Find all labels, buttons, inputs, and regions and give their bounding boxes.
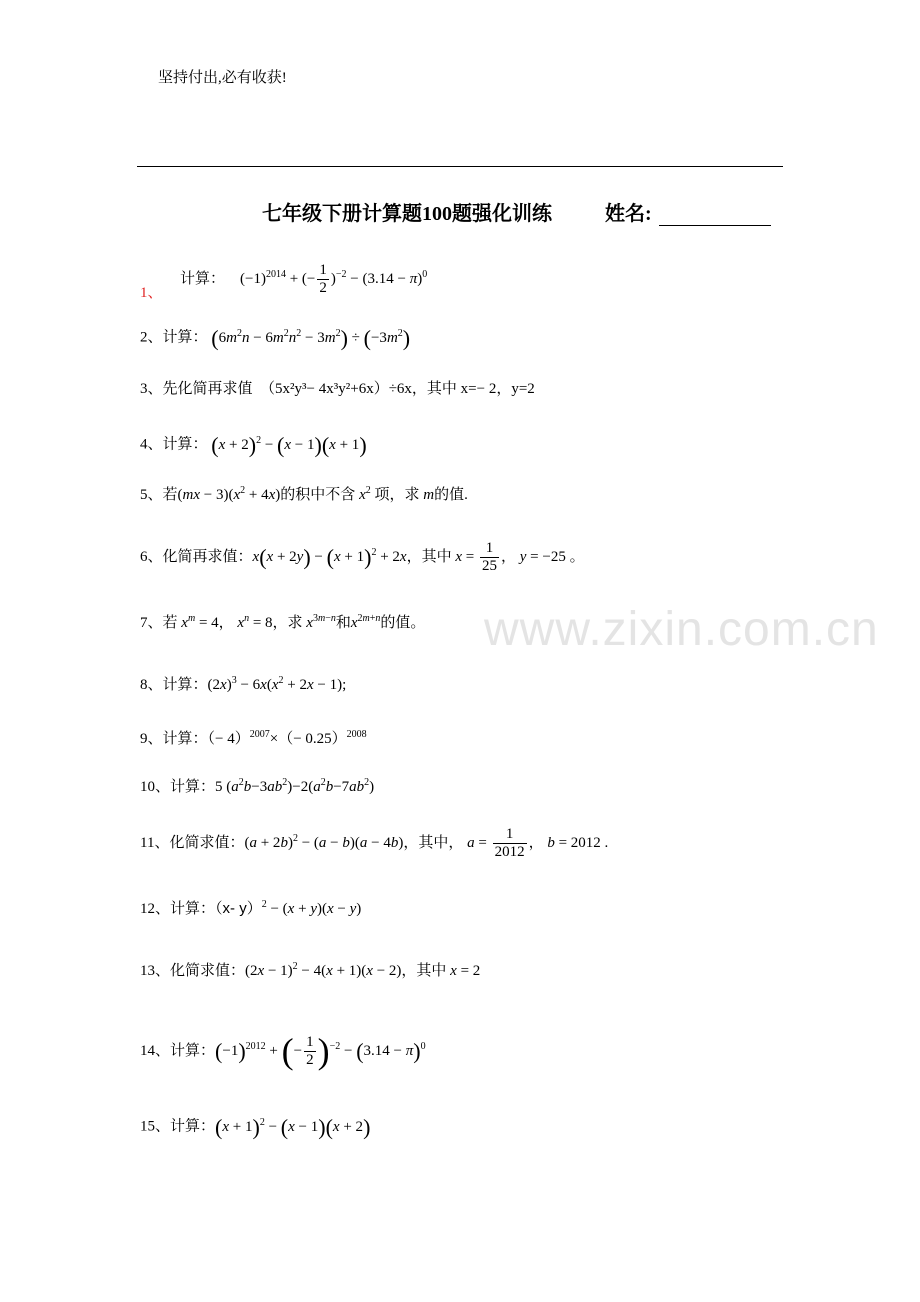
problem-5-label: 若: [162, 487, 178, 503]
problem-3-expression: （5x²y³− 4x³y²+6x）÷6x，其中 x=− 2，y=2: [260, 381, 535, 397]
problem-5-text-c: 的值.: [434, 487, 468, 503]
worksheet-title: 七年级下册计算题100题强化训练: [262, 203, 552, 225]
problem-1-number: 1、: [140, 285, 163, 301]
problem-3: [140, 380, 535, 398]
problem-1-expression: $(-1)^{2014}$ + (− $\frac{1}{2}$ )$^{-2} - (3.14 - \pi)^0$: [240, 262, 428, 297]
problem-3-label: 先化简再求值: [162, 381, 253, 397]
problem-4-label: 计算：: [162, 436, 208, 453]
problem-10-expression: 5 $(a^2b-3ab^2)-2(a^2b-7ab^2)$: [215, 777, 375, 795]
problem-11-number: 11、: [140, 835, 170, 852]
problem-13-label: 化简求值：: [170, 963, 246, 979]
watermark: www.zixin.com.cn: [484, 603, 879, 656]
problem-1: [180, 262, 427, 298]
problem-6: 6、化简再求值：$x(x + 2y) - (x + 1)^2 + 2x$，其中 x = $\frac{1}{25}$ ， y = −25 。: [140, 540, 585, 575]
problem-5: 5、若$(mx - 3)(x^2 + 4x)$的积中不含 $x^2$ 项，求 m的值.: [140, 485, 468, 503]
problem-4-expression: $(x + 2)^2 - (x - 1)(x + 1)$: [211, 432, 367, 457]
problem-8-expression: $(2x)^3 - 6x(x^2 + 2x - 1)$;: [207, 675, 347, 693]
problem-7-and: 和: [335, 615, 351, 631]
problem-6-where: ，其中: [406, 549, 452, 566]
problem-6-number: 6、: [140, 549, 163, 566]
problem-9-number: 9、: [140, 731, 163, 747]
problem-15-label: 计算：: [170, 1118, 216, 1135]
problem-7-expression: $x^m = 4$， $x^n = 8$，求 $x^{3m-n}$: [181, 613, 336, 631]
problem-10-label: 计算：: [170, 779, 216, 795]
name-label: 姓名:: [605, 203, 652, 225]
problem-13-expression: $(2x - 1)^2 - 4(x + 1)(x - 2)$: [245, 961, 402, 979]
problem-14-number: 14、: [140, 1043, 171, 1060]
problem-14-expression: $(-1)^{2012}$ + (− $\frac{1}{2}$ )$^{-2} - (3.14 - \pi)^0$: [215, 1031, 426, 1071]
problem-7: 7、若 $x^m = 4$， $x^n = 8$，求 $x^{3m-n}$和$x^{2m+n}$的值。: [140, 613, 426, 631]
problem-13: 13、化简求值：$(2x - 1)^2 - 4(x + 1)(x - 2)$，其中 x = 2: [140, 961, 481, 979]
problem-14-label: 计算：: [170, 1043, 216, 1060]
problem-12: [140, 900, 361, 918]
header-motto: 坚持付出,必有收获!: [158, 70, 287, 86]
problem-11-expression: $(a + 2b)^2 - (a - b)(a - 4b)$: [244, 833, 404, 852]
problem-2-number: 2、: [140, 329, 163, 346]
problem-9: [140, 730, 367, 748]
problem-5-expression: $(mx - 3)(x^2 + 4x)$: [177, 485, 281, 503]
problem-9-expression: （− $4)^{2007}\times(- 0.25)^{2008}$: [207, 729, 367, 747]
problem-13-where: ，其中: [401, 963, 447, 979]
header-divider: [137, 166, 783, 167]
problem-6-expression: $x(x + 2y) - (x + 1)^2 + 2x$: [252, 544, 407, 570]
problem-8: [140, 676, 346, 694]
problem-11-where: ，其中，: [403, 835, 464, 852]
problem-9-label: 计算：: [162, 731, 208, 747]
problem-7-number: 7、: [140, 615, 163, 631]
problem-11: 11、化简求值：$(a + 2b)^2 - (a - b)(a - 4b)$，其中， a = $\frac{1}{2012}$ ， b = 2012 .: [140, 826, 609, 861]
problem-15-number: 15、: [140, 1118, 171, 1135]
problem-5-text-b: 项，求: [374, 487, 420, 503]
problem-10-number: 10、: [140, 779, 171, 795]
problem-5-text-a: 的积中不含: [280, 487, 356, 503]
worksheet-title-row: [262, 197, 771, 226]
problem-15-expression: $(x + 1)^2 - (x - 1)(x + 2)$: [215, 1114, 371, 1139]
problem-12-number: 12、: [140, 901, 171, 917]
problem-2: [140, 325, 410, 351]
problem-10: [140, 778, 374, 796]
problem-4: [140, 432, 367, 458]
problem-7-label: 若: [162, 615, 178, 631]
problem-15: [140, 1114, 370, 1140]
problem-1-label: 计算：: [180, 271, 226, 288]
problem-14: [140, 1030, 426, 1073]
problem-13-number: 13、: [140, 963, 171, 979]
problem-5-number: 5、: [140, 487, 163, 503]
problem-4-number: 4、: [140, 436, 163, 453]
problem-8-label: 计算：: [162, 677, 208, 693]
problem-6-label: 化简再求值：: [162, 549, 253, 566]
name-blank: [659, 205, 771, 226]
problem-2-label: 计算：: [162, 329, 208, 346]
problem-8-number: 8、: [140, 677, 163, 693]
problem-3-number: 3、: [140, 381, 163, 397]
problem-12-expression: （x- y）$^2$ − (x + y)(x − y): [215, 899, 362, 917]
problem-2-expression: $(6m^2n - 6m^2n^2 - 3m^2) \div (-3m^2)$: [211, 325, 411, 350]
problem-12-label: 计算：: [170, 901, 216, 917]
problem-7-tail: 的值。: [380, 615, 426, 631]
problem-11-label: 化简求值：: [169, 835, 245, 852]
